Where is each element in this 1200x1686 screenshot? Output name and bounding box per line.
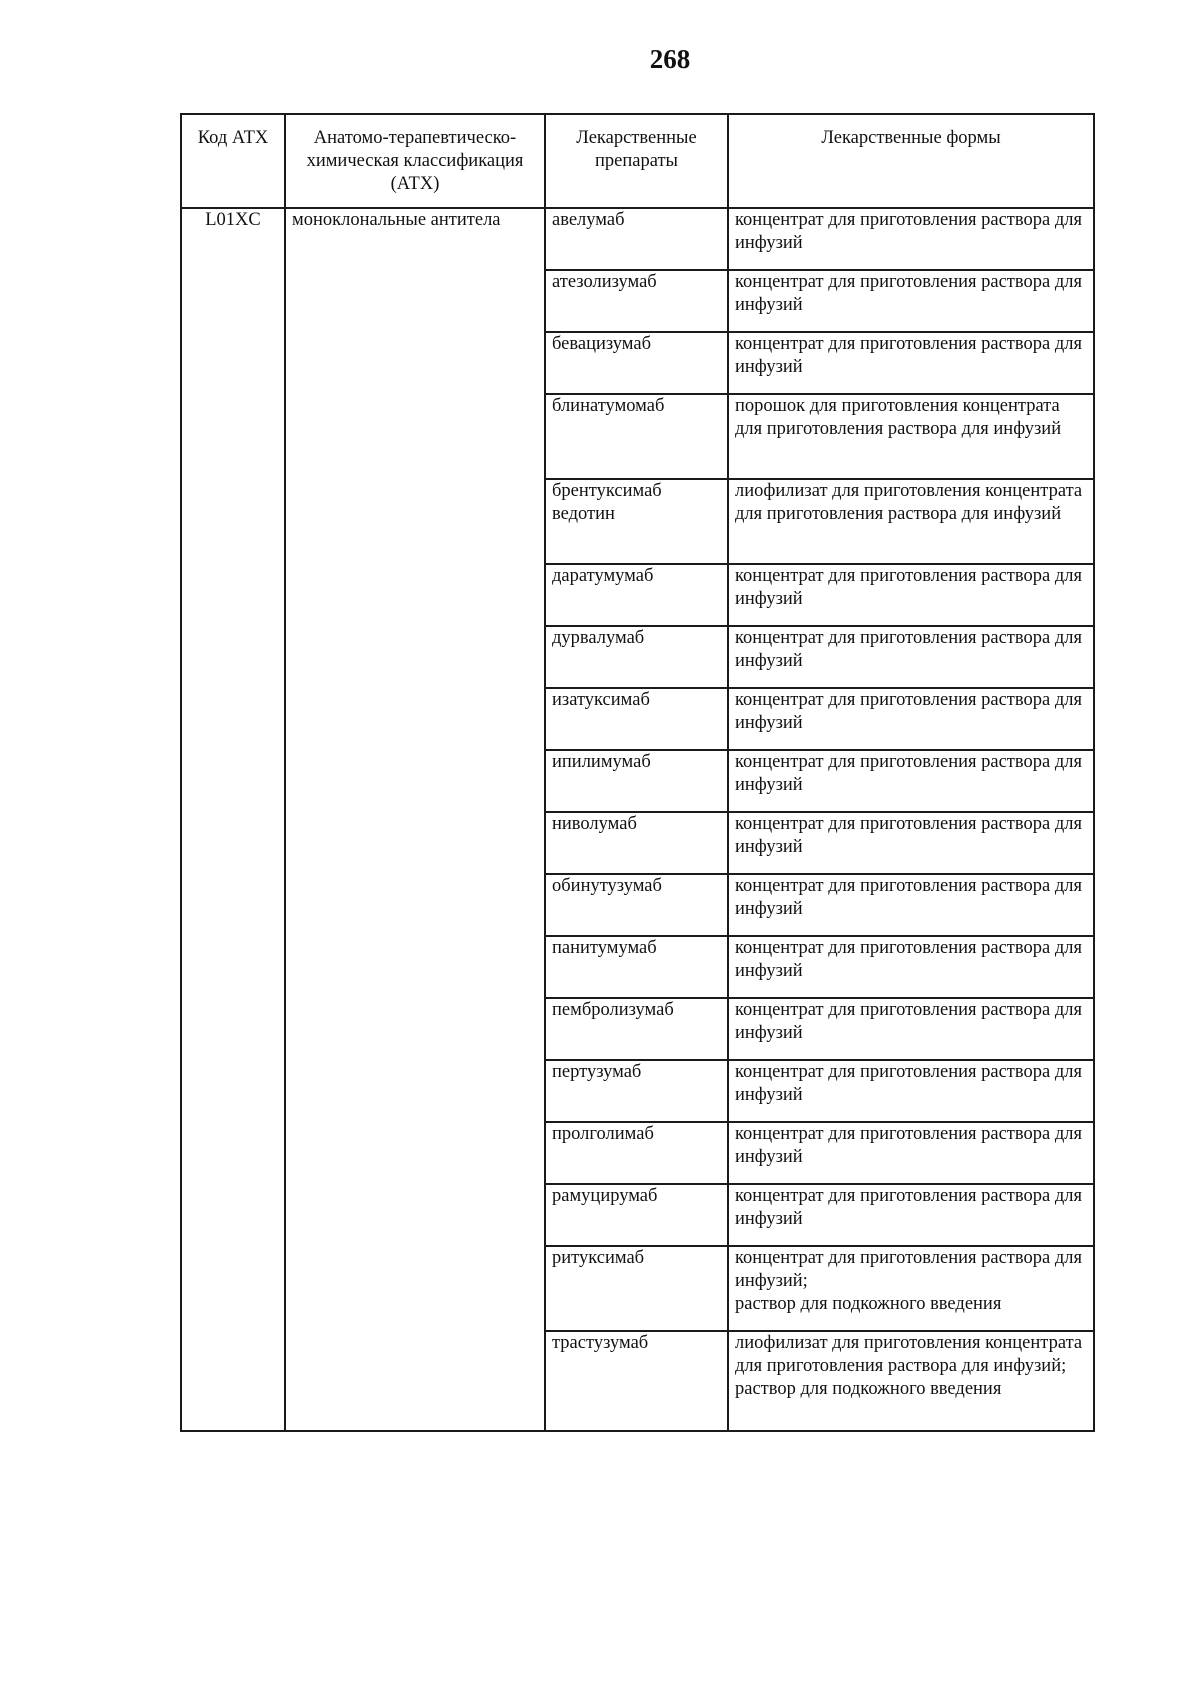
drug-name-cell: даратумумаб: [545, 564, 728, 626]
dosage-form-text: концентрат для приготовления раствора для инфузий: [735, 752, 1082, 795]
dosage-form-text: раствор для подкожного введения: [735, 1379, 1002, 1399]
dosage-form-text: концентрат для приготовления раствора для инфузий: [735, 334, 1082, 377]
drug-name-cell: авелумаб: [545, 208, 728, 270]
page-number: 268: [649, 44, 691, 74]
drug-name-cell: блинатумомаб: [545, 394, 728, 479]
header-dosage-forms: Лекарственные формы: [728, 114, 1094, 208]
dosage-form-text: порошок для приготовления концентрата для приготовления раствора для инфузий: [735, 396, 1062, 439]
dosage-form-cell: [728, 1060, 1094, 1122]
header-atc-classification: Анатомо-терапевтическо-химическая классификация (АТХ): [285, 114, 545, 208]
dosage-form-text: концентрат для приготовления раствора для инфузий: [735, 1124, 1082, 1167]
dosage-form-text: концентрат для приготовления раствора для инфузий: [735, 628, 1082, 671]
dosage-form-cell: [728, 1331, 1094, 1431]
dosage-form-cell: [728, 1246, 1094, 1331]
dosage-form-cell: [728, 1122, 1094, 1184]
atc-code-cell: L01XC: [181, 208, 285, 1431]
dosage-form-cell: [728, 936, 1094, 998]
dosage-form-cell: [728, 270, 1094, 332]
drug-name-cell: рамуцирумаб: [545, 1184, 728, 1246]
drug-name-cell: ниволумаб: [545, 812, 728, 874]
dosage-form-text: лиофилизат для приготовления концентрата для приготовления раствора для инфузий;: [735, 1333, 1083, 1376]
drug-name-cell: бевацизумаб: [545, 332, 728, 394]
dosage-form-cell: [728, 812, 1094, 874]
drug-name-cell: изатуксимаб: [545, 688, 728, 750]
dosage-form-cell: [728, 332, 1094, 394]
dosage-form-text: концентрат для приготовления раствора для инфузий: [735, 272, 1082, 315]
dosage-form-text: концентрат для приготовления раствора для инфузий;: [735, 1248, 1082, 1291]
dosage-form-cell: [728, 479, 1094, 564]
dosage-form-cell: [728, 688, 1094, 750]
drug-name-cell: брентуксимаб ведотин: [545, 479, 728, 564]
dosage-form-text: лиофилизат для приготовления концентрата для приготовления раствора для инфузий: [735, 481, 1083, 524]
atc-drug-table: [180, 113, 1095, 1432]
dosage-form-text: концентрат для приготовления раствора для инфузий: [735, 210, 1082, 253]
dosage-form-text: концентрат для приготовления раствора для инфузий: [735, 1062, 1082, 1105]
drug-name-cell: атезолизумаб: [545, 270, 728, 332]
dosage-form-cell: [728, 874, 1094, 936]
dosage-form-text: концентрат для приготовления раствора для инфузий: [735, 938, 1082, 981]
dosage-form-cell: [728, 626, 1094, 688]
drug-name-cell: трастузумаб: [545, 1331, 728, 1431]
atc-classification-cell: моноклональные антитела: [285, 208, 545, 1431]
dosage-form-cell: [728, 564, 1094, 626]
drug-name-cell: ипилимумаб: [545, 750, 728, 812]
dosage-form-text: раствор для подкожного введения: [735, 1294, 1002, 1314]
table-header-row: [181, 114, 1094, 208]
dosage-form-text: концентрат для приготовления раствора для инфузий: [735, 566, 1082, 609]
drug-name-cell: ритуксимаб: [545, 1246, 728, 1331]
dosage-form-cell: [728, 394, 1094, 479]
header-atc-code: Код АТХ: [181, 114, 285, 208]
dosage-form-text: концентрат для приготовления раствора для инфузий: [735, 1000, 1082, 1043]
drug-name-cell: пембролизумаб: [545, 998, 728, 1060]
table-row: [181, 208, 1094, 270]
drug-name-cell: пертузумаб: [545, 1060, 728, 1122]
drug-name-cell: панитумумаб: [545, 936, 728, 998]
dosage-form-text: концентрат для приготовления раствора для инфузий: [735, 876, 1082, 919]
drug-name-cell: дурвалумаб: [545, 626, 728, 688]
drug-name-cell: пролголимаб: [545, 1122, 728, 1184]
dosage-form-cell: [728, 998, 1094, 1060]
dosage-form-cell: [728, 1184, 1094, 1246]
header-drugs: Лекарственные препараты: [545, 114, 728, 208]
dosage-form-cell: [728, 208, 1094, 270]
drug-name-cell: обинутузумаб: [545, 874, 728, 936]
dosage-form-text: концентрат для приготовления раствора для инфузий: [735, 1186, 1082, 1229]
dosage-form-text: концентрат для приготовления раствора для инфузий: [735, 814, 1082, 857]
dosage-form-text: концентрат для приготовления раствора для инфузий: [735, 690, 1082, 733]
dosage-form-cell: [728, 750, 1094, 812]
table-body: [181, 208, 1094, 1431]
